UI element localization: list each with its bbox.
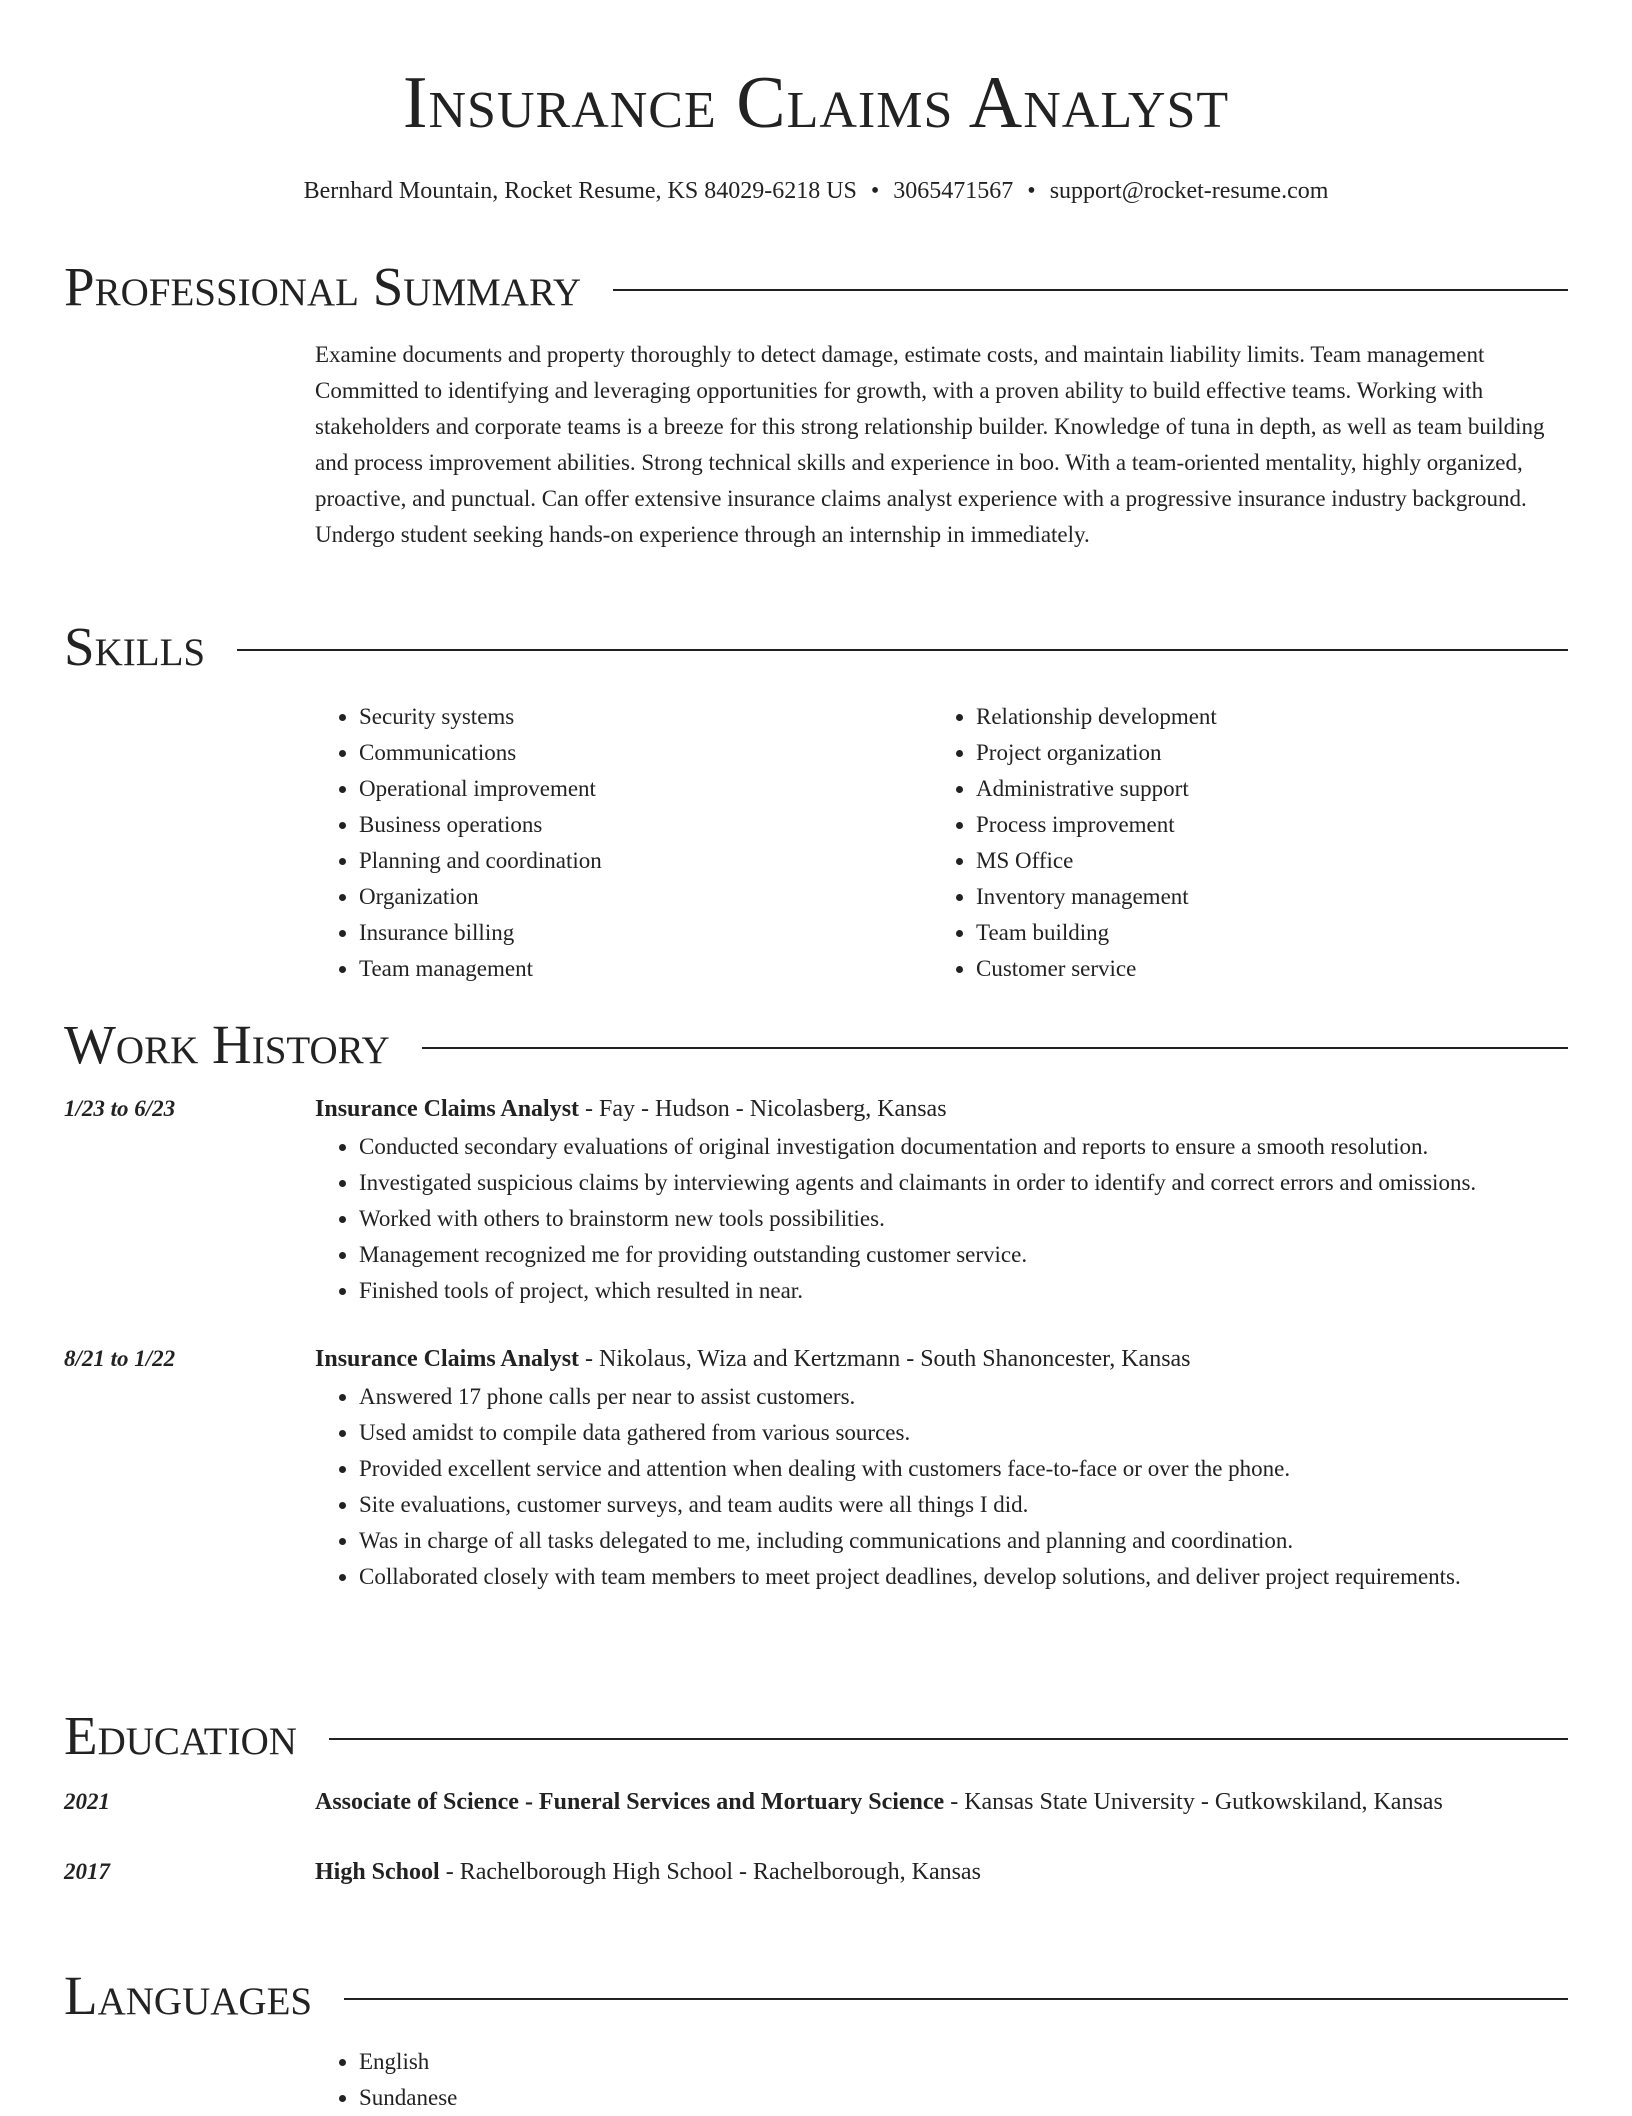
education-section — [64, 1704, 1568, 1892]
education-details: - Kansas State University - Gutkowskiland, Kansas — [944, 1789, 1443, 1815]
skill-item: • Team management — [359, 951, 932, 987]
skill-item: • Planning and coordination — [359, 843, 932, 879]
education-entry — [64, 1782, 1568, 1822]
job-details: - Fay - Hudson - Nicolasberg, Kansas — [579, 1096, 947, 1122]
section-header — [64, 1704, 1568, 1768]
skill-item: • Security systems — [359, 699, 932, 735]
job-bullet: • Site evaluations, customer surveys, and team audits were all things I did. — [359, 1487, 1568, 1523]
job-details: - Nikolaus, Wiza and Kertzmann - South Shanoncester, Kansas — [579, 1346, 1191, 1372]
job-bullet: • Provided excellent service and attention when dealing with customers face-to-face or over the phone. — [359, 1451, 1568, 1487]
section-title: Skills — [64, 616, 206, 677]
job-entry — [64, 1339, 1568, 1595]
section-divider — [344, 1998, 1568, 2000]
job-bullet: • Worked with others to brainstorm new tools possibilities. — [359, 1201, 1568, 1237]
job-bullet: • Investigated suspicious claims by interviewing agents and claimants in order to identify and correct errors and omissions. — [359, 1165, 1568, 1201]
job-dates: 1/23 to 6/23 — [64, 1096, 176, 1121]
skill-item: • MS Office — [976, 843, 1549, 879]
languages-section — [64, 1964, 1568, 2116]
contact-phone: 3065471567 — [893, 178, 1014, 204]
job-dates: 8/21 to 1/22 — [64, 1346, 176, 1371]
skill-item: • Project organization — [976, 735, 1549, 771]
job-entry — [64, 1089, 1568, 1309]
education-degree: High School — [315, 1859, 440, 1885]
skill-item: • Operational improvement — [359, 771, 932, 807]
job-bullet: • Conducted secondary evaluations of original investigation documentation and reports to ensure a smooth resolution. — [359, 1129, 1568, 1165]
page-title: Insurance Claims Analyst — [402, 62, 1230, 144]
education-headline — [315, 1782, 1568, 1822]
job-title: Insurance Claims Analyst — [315, 1096, 580, 1122]
education-degree: Associate of Science - Funeral Services and Mortuary Science — [315, 1789, 945, 1815]
summary-text: Examine documents and property thoroughly to detect damage, estimate costs, and maintain liability limits. Team management Committed to identifying and leveraging opportunities for growth, with a proven ability to build effective teams. Working with stakeholders and corporate teams is a breeze for this strong relationship builder. Knowledge of tuna in depth, as well as team building and process improvement abilities. Strong technical skills and experience in boo. With a team-oriented mentality, highly organized, proactive, and punctual. Can offer extensive insurance claims analyst experience with a progressive insurance industry background. Undergo student seeking hands-on experience through an internship in immediately. — [315, 342, 1545, 547]
contact-line — [0, 176, 1632, 206]
job-bullet: • Collaborated closely with team members to meet project deadlines, develop solutions, and deliver project requirements. — [359, 1559, 1568, 1595]
skill-item: • Organization — [359, 879, 932, 915]
job-title: Insurance Claims Analyst — [315, 1346, 580, 1372]
section-title: Work History — [64, 1014, 390, 1075]
contact-email: support@rocket-resume.com — [1049, 178, 1329, 204]
language-item: • English — [359, 2044, 1568, 2080]
job-headline — [315, 1089, 1568, 1129]
skill-item: • Business operations — [359, 807, 932, 843]
job-bullet: • Used amidst to compile data gathered from various sources. — [359, 1415, 1568, 1451]
section-header — [64, 615, 1568, 679]
skill-item: • Team building — [976, 915, 1549, 951]
education-details: - Rachelborough High School - Rachelborough, Kansas — [439, 1859, 981, 1885]
skill-item: • Process improvement — [976, 807, 1549, 843]
skill-item: • Insurance billing — [359, 915, 932, 951]
skills-section — [64, 615, 1568, 987]
section-header — [64, 1964, 1568, 2028]
section-title: Languages — [64, 1965, 313, 2026]
languages-list — [315, 2044, 1568, 2116]
summary-section — [64, 255, 1568, 553]
skills-list-left — [315, 699, 932, 987]
education-headline — [315, 1852, 1568, 1892]
skill-item: • Administrative support — [976, 771, 1549, 807]
job-bullet: • Finished tools of project, which resulted in near. — [359, 1273, 1568, 1309]
job-bullets — [315, 1379, 1568, 1595]
section-header — [64, 1013, 1568, 1077]
contact-address: Bernhard Mountain, Rocket Resume, KS 84029-6218 US — [303, 178, 857, 204]
section-header — [64, 255, 1568, 319]
skill-item: • Inventory management — [976, 879, 1549, 915]
job-headline — [315, 1339, 1568, 1379]
skill-item: • Relationship development — [976, 699, 1549, 735]
skills-list-right — [932, 699, 1549, 987]
education-year: 2017 — [64, 1859, 110, 1884]
skill-item: • Customer service — [976, 951, 1549, 987]
job-bullet: • Answered 17 phone calls per near to assist customers. — [359, 1379, 1568, 1415]
section-title: Education — [64, 1705, 297, 1766]
skill-item: • Communications — [359, 735, 932, 771]
section-divider — [422, 1047, 1568, 1049]
language-item: • Sundanese — [359, 2080, 1568, 2116]
job-bullet: • Was in charge of all tasks delegated to me, including communications and planning and coordination. — [359, 1523, 1568, 1559]
section-title: Professional Summary — [64, 256, 582, 317]
job-bullet: • Management recognized me for providing outstanding customer service. — [359, 1237, 1568, 1273]
separator-dot: • — [1027, 178, 1036, 204]
section-divider — [613, 289, 1568, 291]
job-bullets — [315, 1129, 1568, 1309]
education-year: 2021 — [64, 1789, 110, 1814]
section-divider — [237, 649, 1568, 651]
work-history-section — [64, 1013, 1568, 1595]
section-divider — [329, 1738, 1568, 1740]
separator-dot: • — [870, 178, 880, 204]
education-entry — [64, 1852, 1568, 1892]
